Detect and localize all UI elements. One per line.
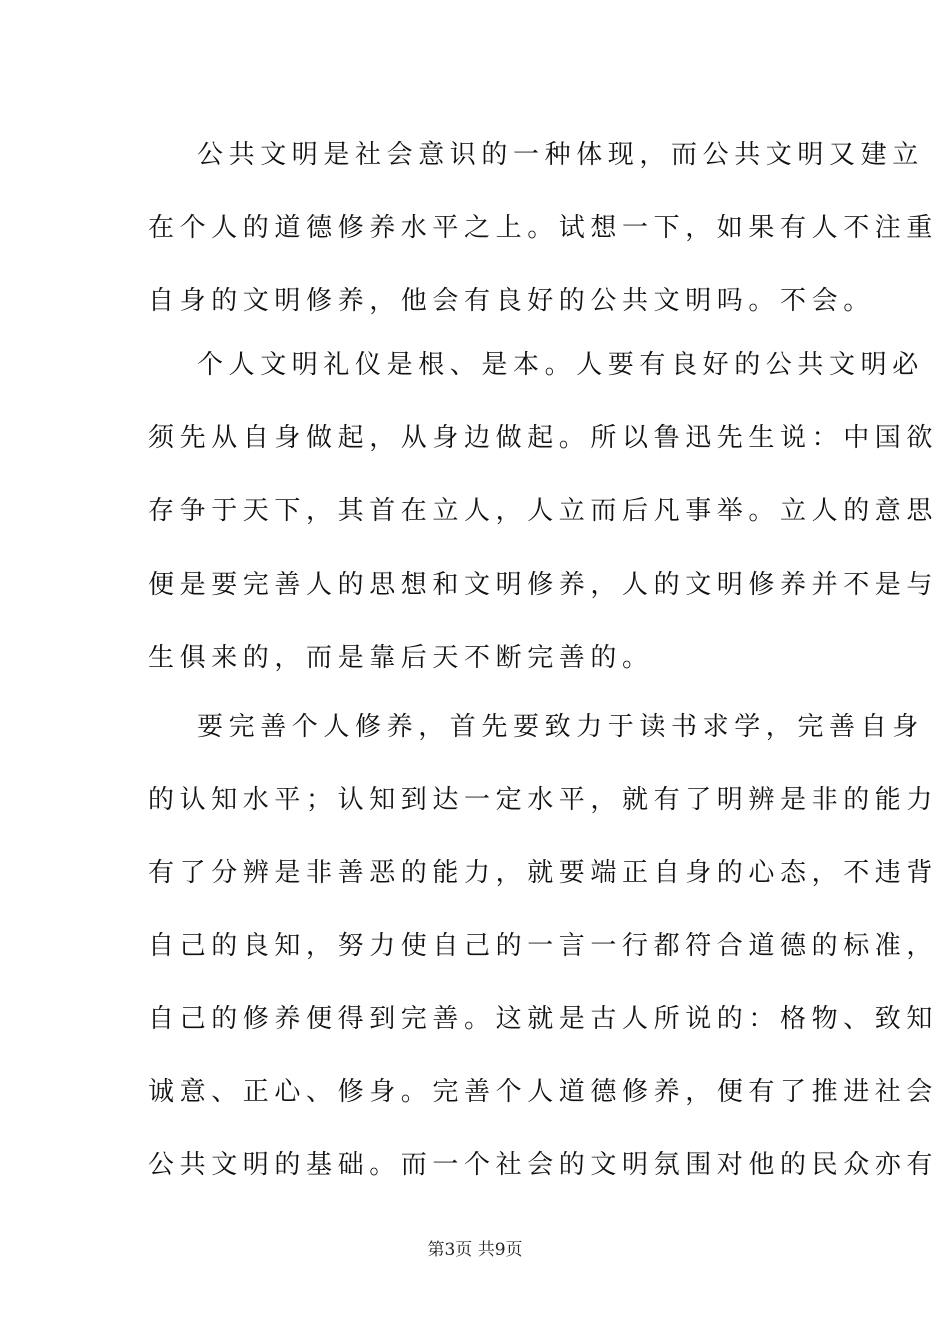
paragraph-line: 便是要完善人的思想和文明修养，人的文明修养并不是与 xyxy=(148,570,939,600)
paragraph-line: 公共文明的基础。而一个社会的文明氛围对他的民众亦有 xyxy=(148,1150,939,1180)
paragraph-line: 在个人的道德修养水平之上。试想一下，如果有人不注重 xyxy=(148,213,939,243)
paragraph-line: 生俱来的，而是靠后天不断完善的。 xyxy=(148,643,654,673)
paragraph-line: 须先从自身做起，从身边做起。所以鲁迅先生说：中国欲 xyxy=(148,423,939,453)
paragraph-line: 公共文明是社会意识的一种体现，而公共文明又建立 xyxy=(197,140,924,170)
paragraph-line: 诚意、正心、修身。完善个人道德修养，便有了推进社会 xyxy=(148,1077,939,1107)
page-number-footer: 第3页 共9页 xyxy=(427,1240,523,1260)
paragraph-line: 个人文明礼仪是根、是本。人要有良好的公共文明必 xyxy=(197,350,924,380)
paragraph-line: 的认知水平；认知到达一定水平，就有了明辨是非的能力 xyxy=(148,785,939,815)
paragraph-line: 有了分辨是非善恶的能力，就要端正自身的心态，不违背 xyxy=(148,858,939,888)
paragraph-line: 自身的文明修养，他会有良好的公共文明吗。不会。 xyxy=(148,286,875,316)
paragraph-line: 存争于天下，其首在立人，人立而后凡事举。立人的意思 xyxy=(148,496,939,526)
paragraph-line: 要完善个人修养，首先要致力于读书求学，完善自身 xyxy=(197,712,924,742)
paragraph-line: 自己的修养便得到完善。这就是古人所说的：格物、致知 xyxy=(148,1004,939,1034)
paragraph-line: 自己的良知，努力使自己的一言一行都符合道德的标准， xyxy=(148,931,939,961)
